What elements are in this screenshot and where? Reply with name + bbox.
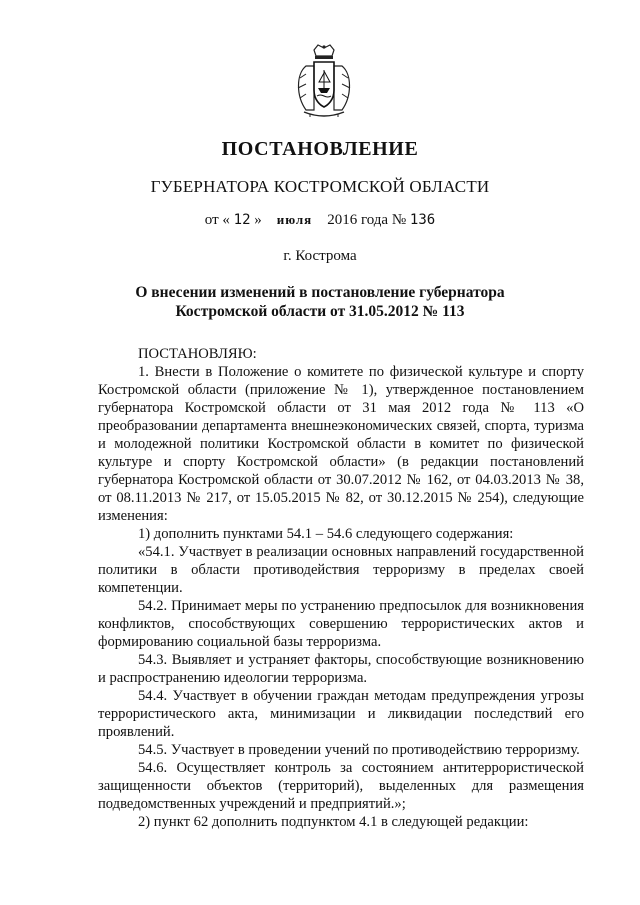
coat-of-arms-icon (292, 44, 356, 120)
date-mid: » (250, 212, 277, 228)
paragraph-2: 2) пункт 62 дополнить подпунктом 4.1 в следующей редакции: (138, 814, 529, 830)
paragraph-54-1: «54.1. Участвует в реализации основных направлений государственной политики в области противодействия терроризму в пределах своей компетенции. (98, 544, 584, 596)
paragraph-1-1: 1) дополнить пунктами 54.1 – 54.6 следующего содержания: (138, 526, 514, 542)
document-city: г. Кострома (283, 248, 357, 264)
document-subject (0, 283, 640, 321)
date-prefix: от « (204, 212, 234, 228)
document-number: 136 (409, 212, 436, 228)
resolution-keyword: ПОСТАНОВЛЯЮ: (138, 346, 257, 362)
paragraph-1: 1. Внести в Положение о комитете по физической культуре и спорту Костромской области (приложение № 1), утвержденное постановлением губернатора Костромской области от 31 мая 2012 года № 113 «О преобразовании департамента внешнеэкономических связей, спорта, туризма и молодежной политики Костромской области в комитет по физической культуре и спорту Костромской области» (в редакции постановлений губернатора Костромской области от 30.07.2012 № 162, от 04.03.2013 № 38, от 08.11.2013 № 217, от 15.05.2015 № 82, от 30.12.2015 № 254), следующие изменения: (98, 364, 584, 524)
date-year: 2016 года № (312, 212, 410, 228)
subject-line-1: О внесении изменений в постановление губернатора (135, 284, 505, 301)
date-month: июля (276, 212, 313, 227)
document-date-line (0, 212, 640, 229)
paragraph-54-6: 54.6. Осуществляет контроль за состоянием антитеррористической защищенности объектов (территорий), выделенных для размещения подведомственных учреждений и предприятий.»; (98, 760, 584, 812)
paragraph-54-3: 54.3. Выявляет и устраняет факторы, способствующие возникновению и распространению идеологии терроризма. (98, 652, 584, 686)
paragraph-54-4: 54.4. Участвует в обучении граждан методам предупреждения угрозы террористического акта, минимизации и ликвидации последствий его проявлений. (98, 688, 584, 740)
paragraph-54-2: 54.2. Принимает меры по устранению предпосылок для возникновения конфликтов, способствующих совершению террористических актов и формированию социальной базы терроризма. (98, 598, 584, 650)
paragraph-54-5: 54.5. Участвует в проведении учений по противодействию терроризму. (138, 742, 580, 758)
subject-line-2: Костромской области от 31.05.2012 № 113 (175, 303, 465, 320)
document-body (98, 345, 584, 831)
date-day: 12 (233, 212, 251, 228)
document-title: ПОСТАНОВЛЕНИЕ (221, 138, 419, 160)
issuing-authority: ГУБЕРНАТОРА КОСТРОМСКОЙ ОБЛАСТИ (150, 177, 490, 196)
